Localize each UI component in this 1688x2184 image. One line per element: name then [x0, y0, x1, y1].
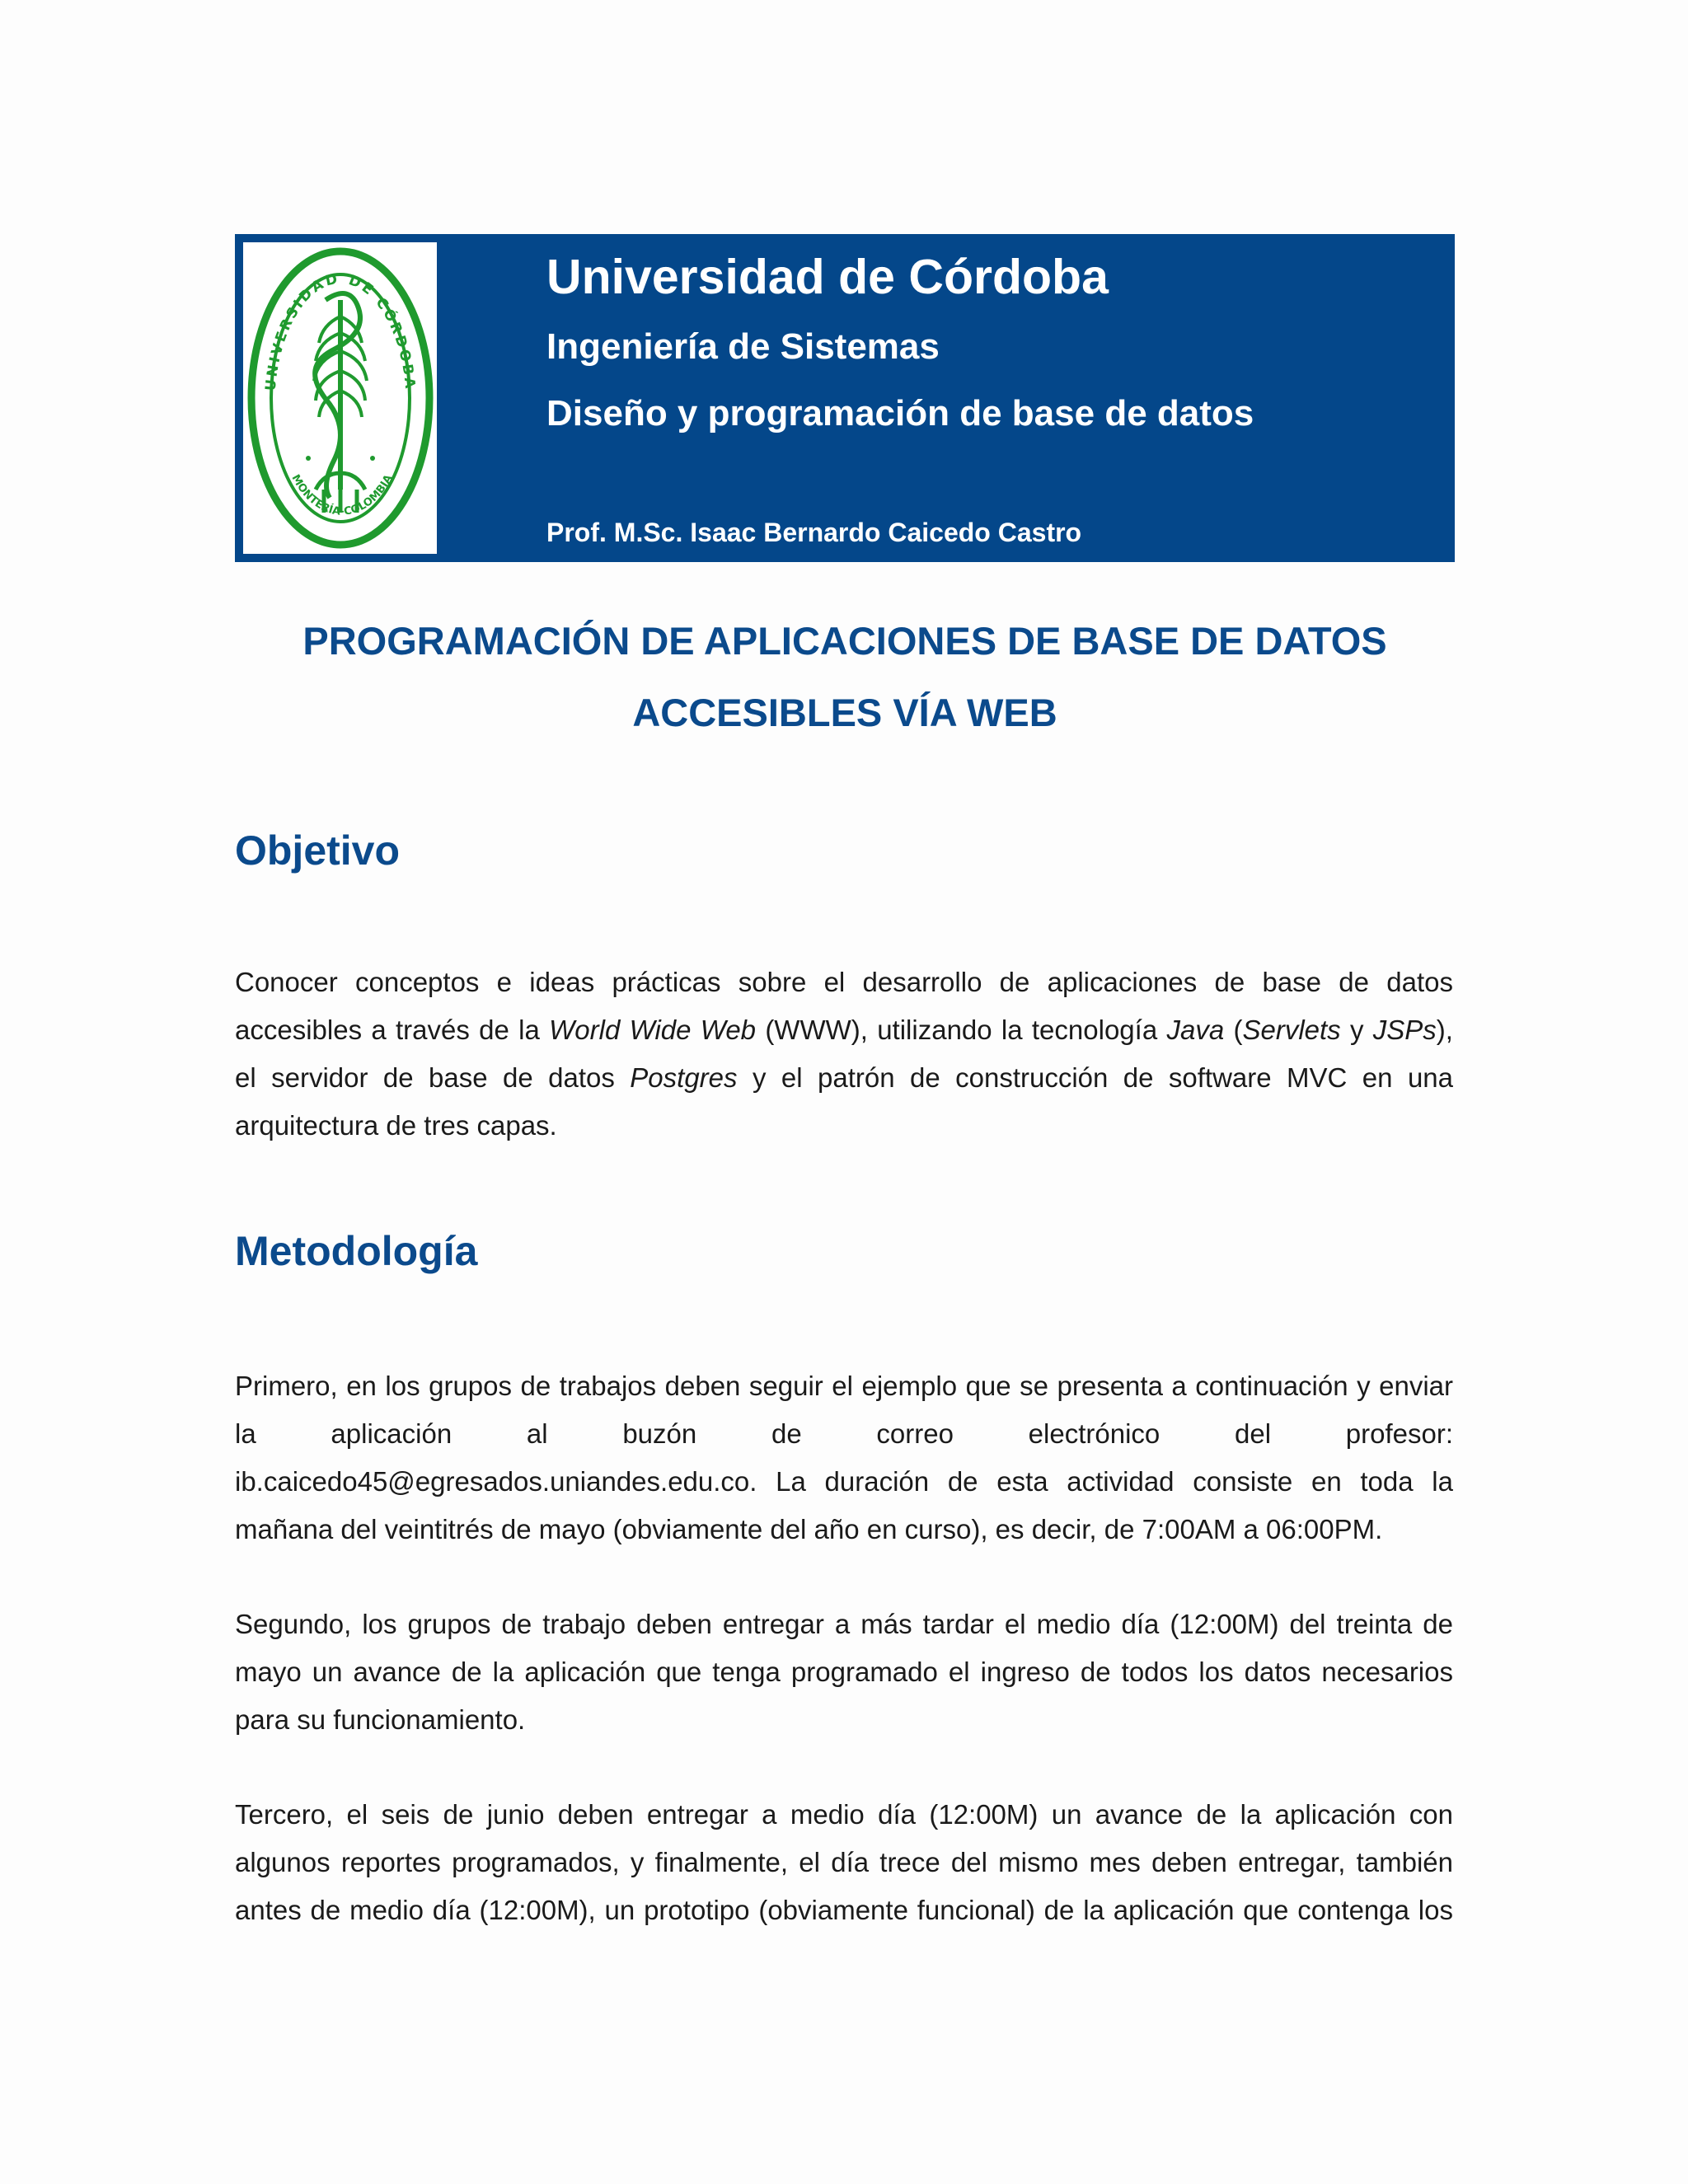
- metodologia-p3-line-2: algunos reportes programados, y finalmente, el día trece del mismo mes deben entregar, también: [235, 1847, 1453, 1877]
- metodologia-p2-line-2: mayo un avance de la aplicación que tenga programado el ingreso de todos los datos necesarios: [235, 1657, 1453, 1687]
- metodologia-p3-line-3: antes de medio día (12:00M), un prototipo (obviamente funcional) de la aplicación que contenga los: [235, 1895, 1453, 1925]
- university-name: Universidad de Córdoba: [546, 250, 1109, 304]
- program-name: Ingeniería de Sistemas: [546, 326, 940, 367]
- objetivo-line-2: accesibles a través de la World Wide Web (WWW), utilizando la tecnología Java (Servlets y JSPs),: [235, 1015, 1453, 1045]
- objetivo-line-3: el servidor de base de datos Postgres y el patrón de construcción de software MVC en una: [235, 1062, 1453, 1093]
- seal-bottom-text: MONTERÍA-COLOMBIA: [288, 472, 396, 518]
- seal-graphic: [243, 242, 437, 554]
- document-title-line-2: ACCESIBLES VÍA WEB: [632, 691, 1057, 734]
- university-seal: [243, 242, 437, 554]
- metodologia-p1-line-1: Primero, en los grupos de trabajos deben seguir el ejemplo que se presenta a continuación y enviar: [235, 1371, 1453, 1401]
- seal-top-text: UNIVERSIDAD DE CÓRDOBA: [262, 270, 419, 392]
- heading-metodologia: Metodología: [235, 1228, 478, 1274]
- metodologia-p1-line-3: ib.caicedo45@egresados.uniandes.edu.co. La duración de esta actividad consiste en toda la: [235, 1466, 1453, 1497]
- objetivo-line-1: Conocer conceptos e ideas prácticas sobre el desarrollo de aplicaciones de base de datos: [235, 967, 1453, 997]
- metodologia-p1-line-4: mañana del veintitrés de mayo (obviamente del año en curso), es decir, de 7:00AM a 06:00PM.: [235, 1514, 1383, 1544]
- heading-objetivo: Objetivo: [235, 827, 401, 874]
- metodologia-p1-line-2: la aplicación al buzón de correo electrónico del profesor:: [235, 1418, 1453, 1449]
- professor-name: Prof. M.Sc. Isaac Bernardo Caicedo Castro: [546, 518, 1082, 547]
- objetivo-line-4: arquitectura de tres capas.: [235, 1110, 557, 1141]
- document-title-line-1: PROGRAMACIÓN DE APLICACIONES DE BASE DE DATOS: [302, 619, 1387, 663]
- header-banner: [235, 234, 1455, 562]
- metodologia-p3-line-1: Tercero, el seis de junio deben entregar a medio día (12:00M) un avance de la aplicación con: [235, 1799, 1453, 1830]
- course-name: Diseño y programación de base de datos: [546, 393, 1254, 434]
- metodologia-p2-line-1: Segundo, los grupos de trabajo deben entregar a más tardar el medio día (12:00M) del treinta de: [235, 1609, 1453, 1639]
- metodologia-p2-line-3: para su funcionamiento.: [235, 1704, 526, 1735]
